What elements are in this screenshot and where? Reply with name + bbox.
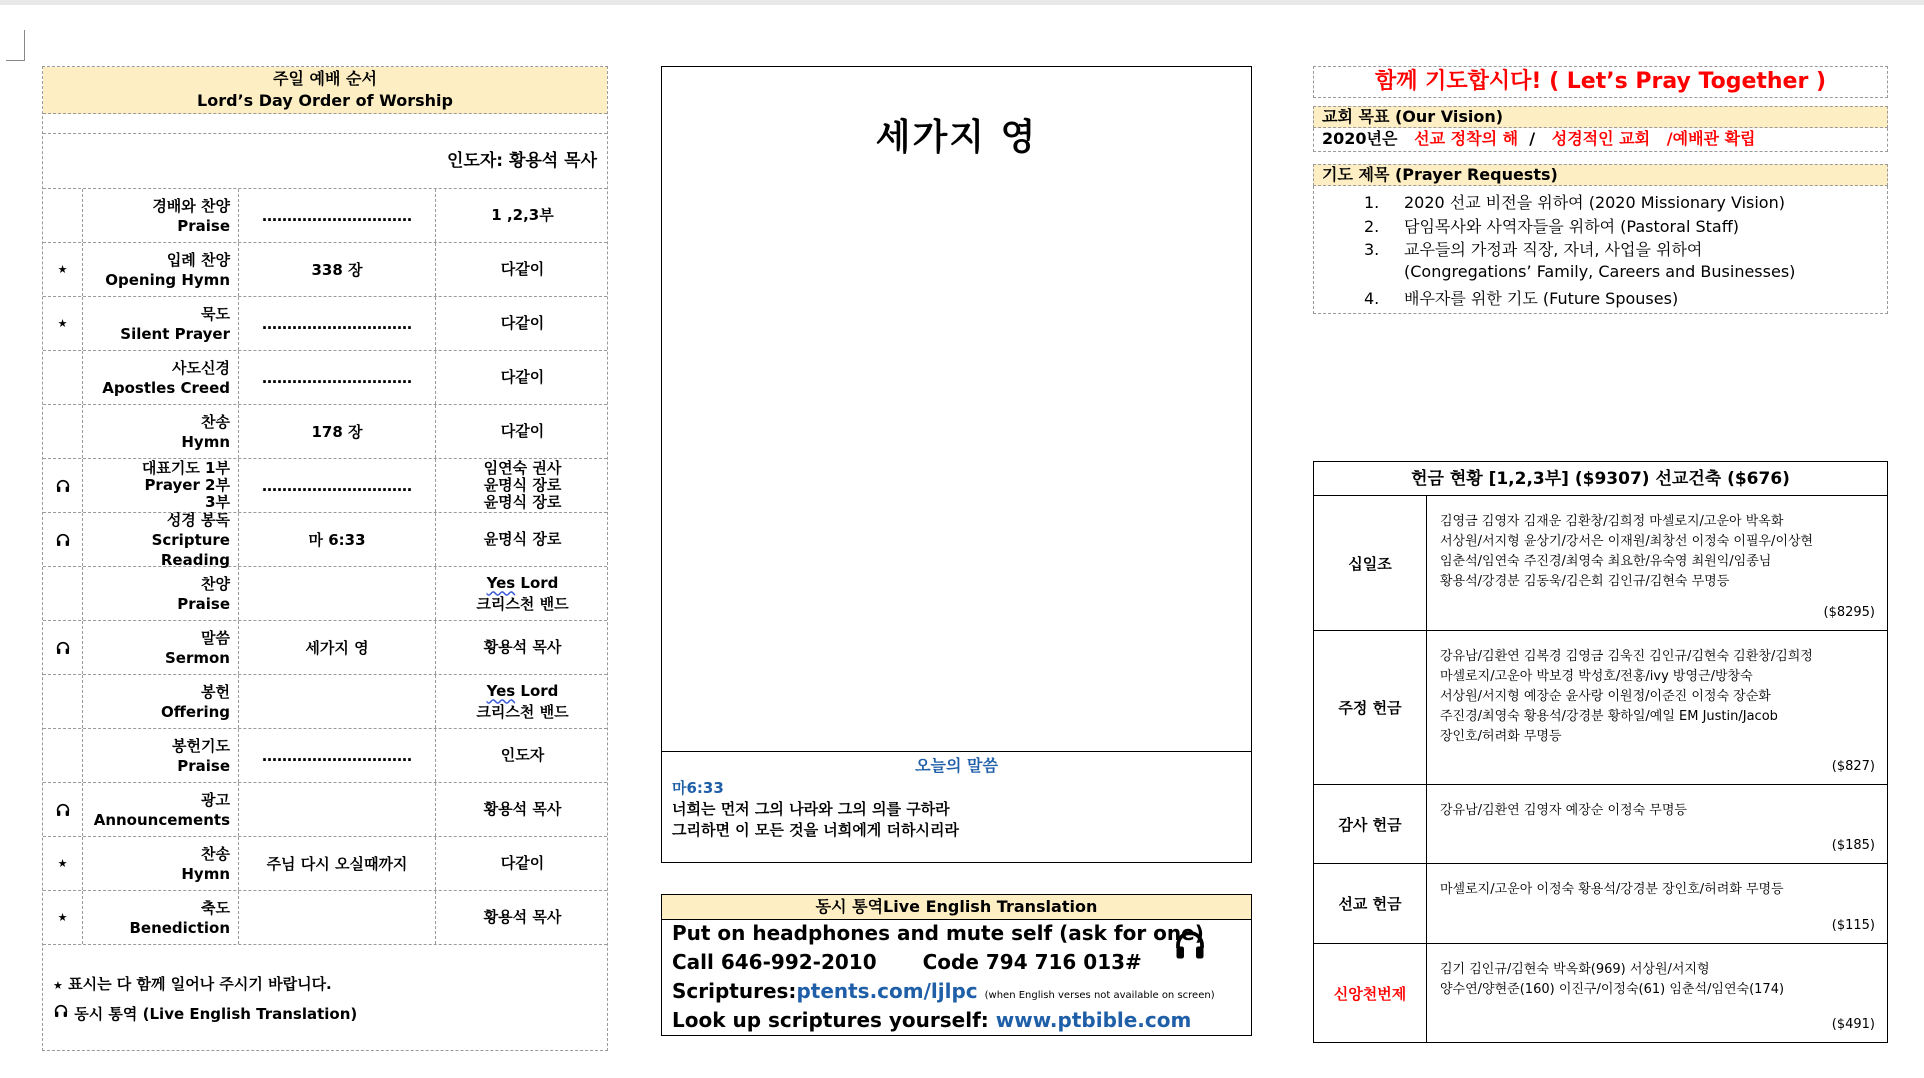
vision-part-2: 성경적인 교회: [1551, 129, 1651, 148]
prayer-requests-list: [1313, 186, 1888, 314]
order-performer-cell: [436, 675, 609, 728]
order-detail-cell: [239, 243, 436, 296]
offering-names-line: 서상원/서지형 예장순 윤사랑 이원정/이준진 이정숙 장순화: [1440, 689, 1771, 704]
order-row: [43, 405, 607, 459]
offering-table: [1313, 461, 1888, 1043]
vision-line: 2020년은 선교 정착의 해 / 성경적인 교회 /예배관 확립: [1313, 128, 1888, 152]
order-symbol-cell: [43, 297, 83, 350]
live-translation-header: 동시 통역Live English Translation: [662, 895, 1251, 920]
order-row: [43, 189, 607, 243]
offering-row: [1314, 864, 1887, 944]
offering-names: [1440, 647, 1860, 747]
offering-row: [1314, 944, 1887, 1042]
prayer-request-number: 1.: [1364, 193, 1380, 212]
order-performer-cell: [436, 513, 609, 566]
offering-names: [1440, 512, 1860, 592]
offering-row: [1314, 785, 1887, 864]
offering-label: 선교 헌금: [1314, 864, 1427, 943]
offering-label: 신앙천번제: [1314, 944, 1427, 1042]
order-item-detail: 마 6:33: [308, 531, 366, 549]
order-item-en: Opening Hymn: [105, 270, 230, 289]
order-performer-cell: [436, 837, 609, 890]
order-item-performer: 다같이: [500, 422, 545, 440]
verse-line-1: 너희는 먼저 그의 나라와 그의 의를 구하라: [672, 800, 950, 818]
lookup-line: [672, 1008, 1191, 1032]
offering-row: [1314, 496, 1887, 631]
order-item-cell: [83, 783, 239, 836]
sermon-panel: [661, 66, 1252, 863]
order-item-cell: [83, 567, 239, 620]
sermon-title: 세가지 영: [875, 117, 1038, 158]
vision-part-1: 선교 정착의 해: [1414, 129, 1519, 148]
order-item-performer: 다같이: [500, 368, 545, 386]
offering-names: [1440, 880, 1860, 900]
order-performer-cell: [436, 405, 609, 458]
offering-label: 십일조: [1314, 496, 1427, 630]
vision-prefix: 2020년은: [1322, 129, 1398, 148]
headphones-icon: [55, 640, 71, 656]
order-of-worship: [42, 66, 608, 1051]
scripture-verse: [672, 799, 959, 841]
prayer-request-text: (Congregations’ Family, Careers and Businesses): [1404, 262, 1796, 281]
sermon-divider: [662, 751, 1251, 752]
order-row: [43, 729, 607, 783]
order-row: [43, 621, 607, 675]
order-item-cell: [83, 891, 239, 944]
call-code: Code 794 716 013#: [922, 950, 1142, 974]
order-item-ko: 축도: [201, 898, 230, 917]
order-item-detail: …………………………: [262, 476, 412, 495]
order-item-performer: 윤명식 장로: [483, 476, 562, 494]
offering-names-line: 임춘석/임연숙 주진경/최영숙 최요한/유숙영 최원익/임종님: [1440, 554, 1772, 569]
order-item-performer: 크리스천 밴드: [476, 702, 569, 721]
headphones-icon: [55, 802, 71, 818]
call-number: Call 646-992-2010: [672, 950, 877, 974]
order-item-detail: …………………………: [262, 746, 412, 765]
order-symbol-cell: [43, 567, 83, 620]
scripture-reference: 마6:33: [672, 779, 724, 797]
order-item-ko: 봉헌: [201, 682, 230, 701]
order-item-detail: …………………………: [262, 206, 412, 225]
prayer-request-text: 교우들의 가정과 직장, 자녀, 사업을 위하여: [1404, 240, 1703, 259]
order-item-performer: 다같이: [500, 854, 545, 872]
order-item-en: Praise: [177, 216, 230, 235]
offering-names-line: 강유남/김환연 김복경 김영금 김욱진 김인규/김현숙 김환창/김희정: [1440, 649, 1813, 664]
order-item-performer: 1 ,2,3부: [491, 206, 554, 224]
offering-names-line: 장인호/허려화 무명등: [1440, 729, 1562, 744]
order-detail-cell: [239, 621, 436, 674]
headphones-icon: [1172, 927, 1208, 963]
order-detail-cell: [239, 189, 436, 242]
offering-names-line: 황용석/강경분 김동욱/김은회 김인규/김현숙 무명등: [1440, 574, 1730, 589]
offering-names-line: 서상원/서지형 윤상기/강서은 이재원/최창선 이정숙 이필우/이상현: [1440, 534, 1814, 549]
order-rows: [43, 189, 607, 945]
order-item-performer: 다같이: [500, 260, 545, 278]
order-performer-cell: [436, 459, 609, 512]
order-detail-cell: [239, 351, 436, 404]
order-item-performer: 인도자: [500, 746, 545, 764]
order-item-en: Announcements: [93, 810, 230, 829]
order-row: [43, 675, 607, 729]
order-symbol-cell: [43, 891, 83, 944]
order-detail-cell: [239, 675, 436, 728]
order-detail-cell: [239, 297, 436, 350]
headphones-icon: [55, 532, 71, 548]
prayer-section: [1313, 66, 1888, 314]
order-item-cell: [83, 621, 239, 674]
offering-amount: ($115): [1831, 918, 1875, 933]
order-item-ko: 성경 봉독: [166, 510, 230, 529]
order-item-en: Hymn: [181, 432, 230, 451]
order-row: [43, 243, 607, 297]
order-row: [43, 567, 607, 621]
offering-label: 감사 헌금: [1314, 785, 1427, 863]
order-row: [43, 351, 607, 405]
order-row: [43, 459, 607, 513]
prayer-request-text: 2020 선교 비전을 위하여 (2020 Missionary Vision): [1404, 193, 1785, 212]
offering-names-line: 마셀로지/고운아 박보경 박성호/전홍/ivy 방영근/방창숙: [1440, 669, 1753, 684]
offering-names-line: 김영금 김영자 김재운 김환창/김희정 마셀로지/고운아 박옥화: [1440, 514, 1784, 529]
order-item-ko: 입례 찬양: [166, 250, 230, 269]
order-row: [43, 837, 607, 891]
order-item-detail: …………………………: [262, 368, 412, 387]
order-item-en: Prayer 2부: [144, 476, 230, 494]
offering-names: [1440, 960, 1860, 1000]
vision-heading: 교회 목표 (Our Vision): [1313, 106, 1888, 128]
order-title-ko: 주일 예배 순서: [273, 69, 377, 88]
pray-together-title: 함께 기도합시다! ( Let’s Pray Together ): [1313, 66, 1888, 98]
order-detail-cell: [239, 783, 436, 836]
order-symbol-cell: [43, 189, 83, 242]
order-item-ko: 묵도: [201, 304, 230, 323]
prayer-request-item: [1364, 214, 1739, 237]
prayer-request-item: [1364, 262, 1795, 281]
order-item-cell: [83, 837, 239, 890]
worship-leader: 인도자: 황용석 목사: [43, 134, 607, 189]
order-item-cell: [83, 243, 239, 296]
scriptures-note: (when English verses not available on screen): [984, 990, 1215, 1001]
order-item-detail: 178 장: [311, 423, 363, 441]
order-item-ko: 대표기도 1부: [141, 459, 230, 477]
order-symbol-cell: [43, 837, 83, 890]
order-detail-cell: [239, 567, 436, 620]
order-detail-cell: [239, 459, 436, 512]
order-item-ko: 찬양: [201, 574, 230, 593]
headphones-instruction: Put on headphones and mute self (ask for one): [672, 921, 1204, 945]
order-performer-cell: [436, 621, 609, 674]
order-item-ko: 사도신경: [172, 358, 230, 377]
order-detail-cell: [239, 837, 436, 890]
headphones-icon: [53, 1003, 69, 1019]
order-item-performer: Yes Lord: [486, 573, 559, 592]
order-item-ko: 말씀: [201, 628, 230, 647]
offering-names-line: 김기 김인규/김현숙 박옥화(969) 서상원/서지형: [1440, 962, 1710, 977]
order-item-detail: 338 장: [311, 261, 363, 279]
order-item-en: Offering: [160, 702, 230, 721]
prayer-request-item: [1364, 190, 1785, 213]
order-item-en: Benediction: [129, 918, 230, 937]
order-item-cell: [83, 729, 239, 782]
order-symbol-cell: [43, 405, 83, 458]
top-rule: [0, 0, 1924, 5]
order-item-en: Scripture Reading: [151, 530, 230, 569]
stand-note: [53, 970, 607, 1000]
offering-label: 주정 헌금: [1314, 631, 1427, 784]
prayer-requests-heading: 기도 제목 (Prayer Requests): [1313, 164, 1888, 186]
vision-part-3: /예배관 확립: [1666, 129, 1756, 148]
offering-row: [1314, 631, 1887, 785]
order-symbol-cell: [43, 243, 83, 296]
order-item-cell: [83, 297, 239, 350]
order-row: [43, 783, 607, 837]
offering-amount: ($491): [1831, 1017, 1875, 1032]
prayer-request-item: [1364, 237, 1702, 260]
star-icon: ★: [57, 911, 68, 924]
order-item-cell: [83, 510, 239, 569]
offering-names-line: 주진경/최영숙 황용석/강경분 황하일/예일 EM Justin/Jacob: [1440, 709, 1778, 724]
order-item-cell: [83, 405, 239, 458]
order-item-cell: [83, 351, 239, 404]
order-item-performer: 윤명식 장로: [483, 493, 562, 511]
verse-line-2: 그리하면 이 모든 것을 너희에게 더하시리라: [672, 821, 959, 839]
order-item-cell: [83, 189, 239, 242]
order-detail-cell: [239, 729, 436, 782]
offering-amount: ($827): [1831, 759, 1875, 774]
offering-header: 헌금 현황 [1,2,3부] ($9307) 선교건축 ($676): [1314, 462, 1887, 496]
order-performer-cell: [436, 783, 609, 836]
star-icon: ★: [57, 857, 68, 870]
order-item-performer: 황용석 목사: [483, 800, 562, 818]
order-symbol-cell: [43, 351, 83, 404]
order-symbol-cell: [43, 459, 83, 512]
order-symbol-cell: [43, 513, 83, 566]
prayer-request-item: [1364, 286, 1678, 309]
order-row: [43, 891, 607, 945]
order-item-en2: 3부: [205, 493, 230, 511]
call-info: [672, 950, 1142, 974]
order-item-performer: 황용석 목사: [483, 908, 562, 926]
order-detail-cell: [239, 405, 436, 458]
order-item-performer: 임연숙 권사: [483, 459, 562, 477]
order-row: [43, 297, 607, 351]
translation-note-text: 동시 통역 (Live English Translation): [74, 1005, 358, 1023]
headphones-icon: [55, 478, 71, 494]
lookup-label: Look up scriptures yourself:: [672, 1008, 989, 1032]
order-performer-cell: [436, 891, 609, 944]
prayer-request-number: 3.: [1364, 240, 1380, 259]
order-symbol-cell: [43, 783, 83, 836]
stand-note-text: 표시는 다 함께 일어나 주시기 바랍니다.: [68, 975, 332, 993]
offering-names-line: 마셀로지/고운아 이정숙 황용석/강경분 장인호/허려화 무명등: [1440, 882, 1784, 897]
order-header: [43, 67, 607, 114]
order-item-performer: 황용석 목사: [483, 638, 562, 656]
prayer-request-text: 담임목사와 사역자들을 위하여 (Pastoral Staff): [1404, 217, 1739, 236]
order-item-performer: 크리스천 밴드: [476, 594, 569, 613]
order-detail-cell: [239, 891, 436, 944]
live-translation-box: [661, 894, 1252, 1036]
star-icon: ★: [57, 263, 68, 276]
order-row: [43, 510, 607, 569]
todays-word-heading: 오늘의 말씀: [915, 756, 998, 775]
prayer-request-number: 2.: [1364, 217, 1380, 236]
order-item-cell: [83, 459, 239, 512]
order-item-detail: 세가지 영: [305, 639, 369, 657]
order-item-en: Silent Prayer: [120, 324, 230, 343]
order-performer-cell: [436, 297, 609, 350]
offering-names: [1440, 801, 1860, 821]
scriptures-link[interactable]: ptents.com/ljlpc: [796, 979, 978, 1003]
order-item-ko: 봉헌기도: [172, 736, 230, 755]
offering-amount: ($185): [1831, 838, 1875, 853]
order-item-performer: 윤명식 장로: [483, 530, 562, 548]
order-detail-cell: [239, 513, 436, 566]
order-spacer-row: [43, 114, 607, 134]
order-item-performer: Yes Lord: [486, 681, 559, 700]
order-item-ko: 경배와 찬양: [152, 196, 230, 215]
order-performer-cell: [436, 729, 609, 782]
order-performer-cell: [436, 243, 609, 296]
star-icon: ★: [53, 979, 63, 992]
page-corner-mark: [6, 30, 25, 61]
offering-names-line: 양수연/양현준(160) 이진구/이정숙(61) 임춘석/임연숙(174): [1440, 982, 1785, 997]
scriptures-label: Scriptures:: [672, 979, 797, 1003]
order-performer-cell: [436, 189, 609, 242]
order-item-performer: 다같이: [500, 314, 545, 332]
order-symbol-cell: [43, 621, 83, 674]
order-performer-cell: [436, 351, 609, 404]
order-item-cell: [83, 675, 239, 728]
offering-names-line: 강유남/김환연 김영자 예장순 이정숙 무명등: [1440, 803, 1687, 818]
prayer-request-number: 4.: [1364, 289, 1380, 308]
order-item-ko: 찬송: [201, 844, 230, 863]
translation-note: [53, 1000, 607, 1028]
offering-amount: ($8295): [1823, 605, 1875, 620]
order-item-ko: 광고: [201, 790, 230, 809]
order-item-ko: 찬송: [201, 412, 230, 431]
order-notes: [43, 950, 607, 1050]
order-item-en: Hymn: [181, 864, 230, 883]
order-title-en: Lord’s Day Order of Worship: [197, 91, 453, 110]
order-item-detail: 주님 다시 오실때까지: [266, 855, 408, 873]
order-symbol-cell: [43, 729, 83, 782]
scriptures-line: [672, 979, 1215, 1003]
ptbible-link[interactable]: www.ptbible.com: [995, 1008, 1192, 1032]
order-item-detail: …………………………: [262, 314, 412, 333]
order-symbol-cell: [43, 675, 83, 728]
star-icon: ★: [57, 317, 68, 330]
prayer-request-text: 배우자를 위한 기도 (Future Spouses): [1404, 289, 1679, 308]
order-item-en: Sermon: [165, 648, 230, 667]
order-performer-cell: [436, 567, 609, 620]
order-item-en: Praise: [177, 594, 230, 613]
order-item-en: Praise: [177, 756, 230, 775]
order-item-en: Apostles Creed: [102, 378, 230, 397]
